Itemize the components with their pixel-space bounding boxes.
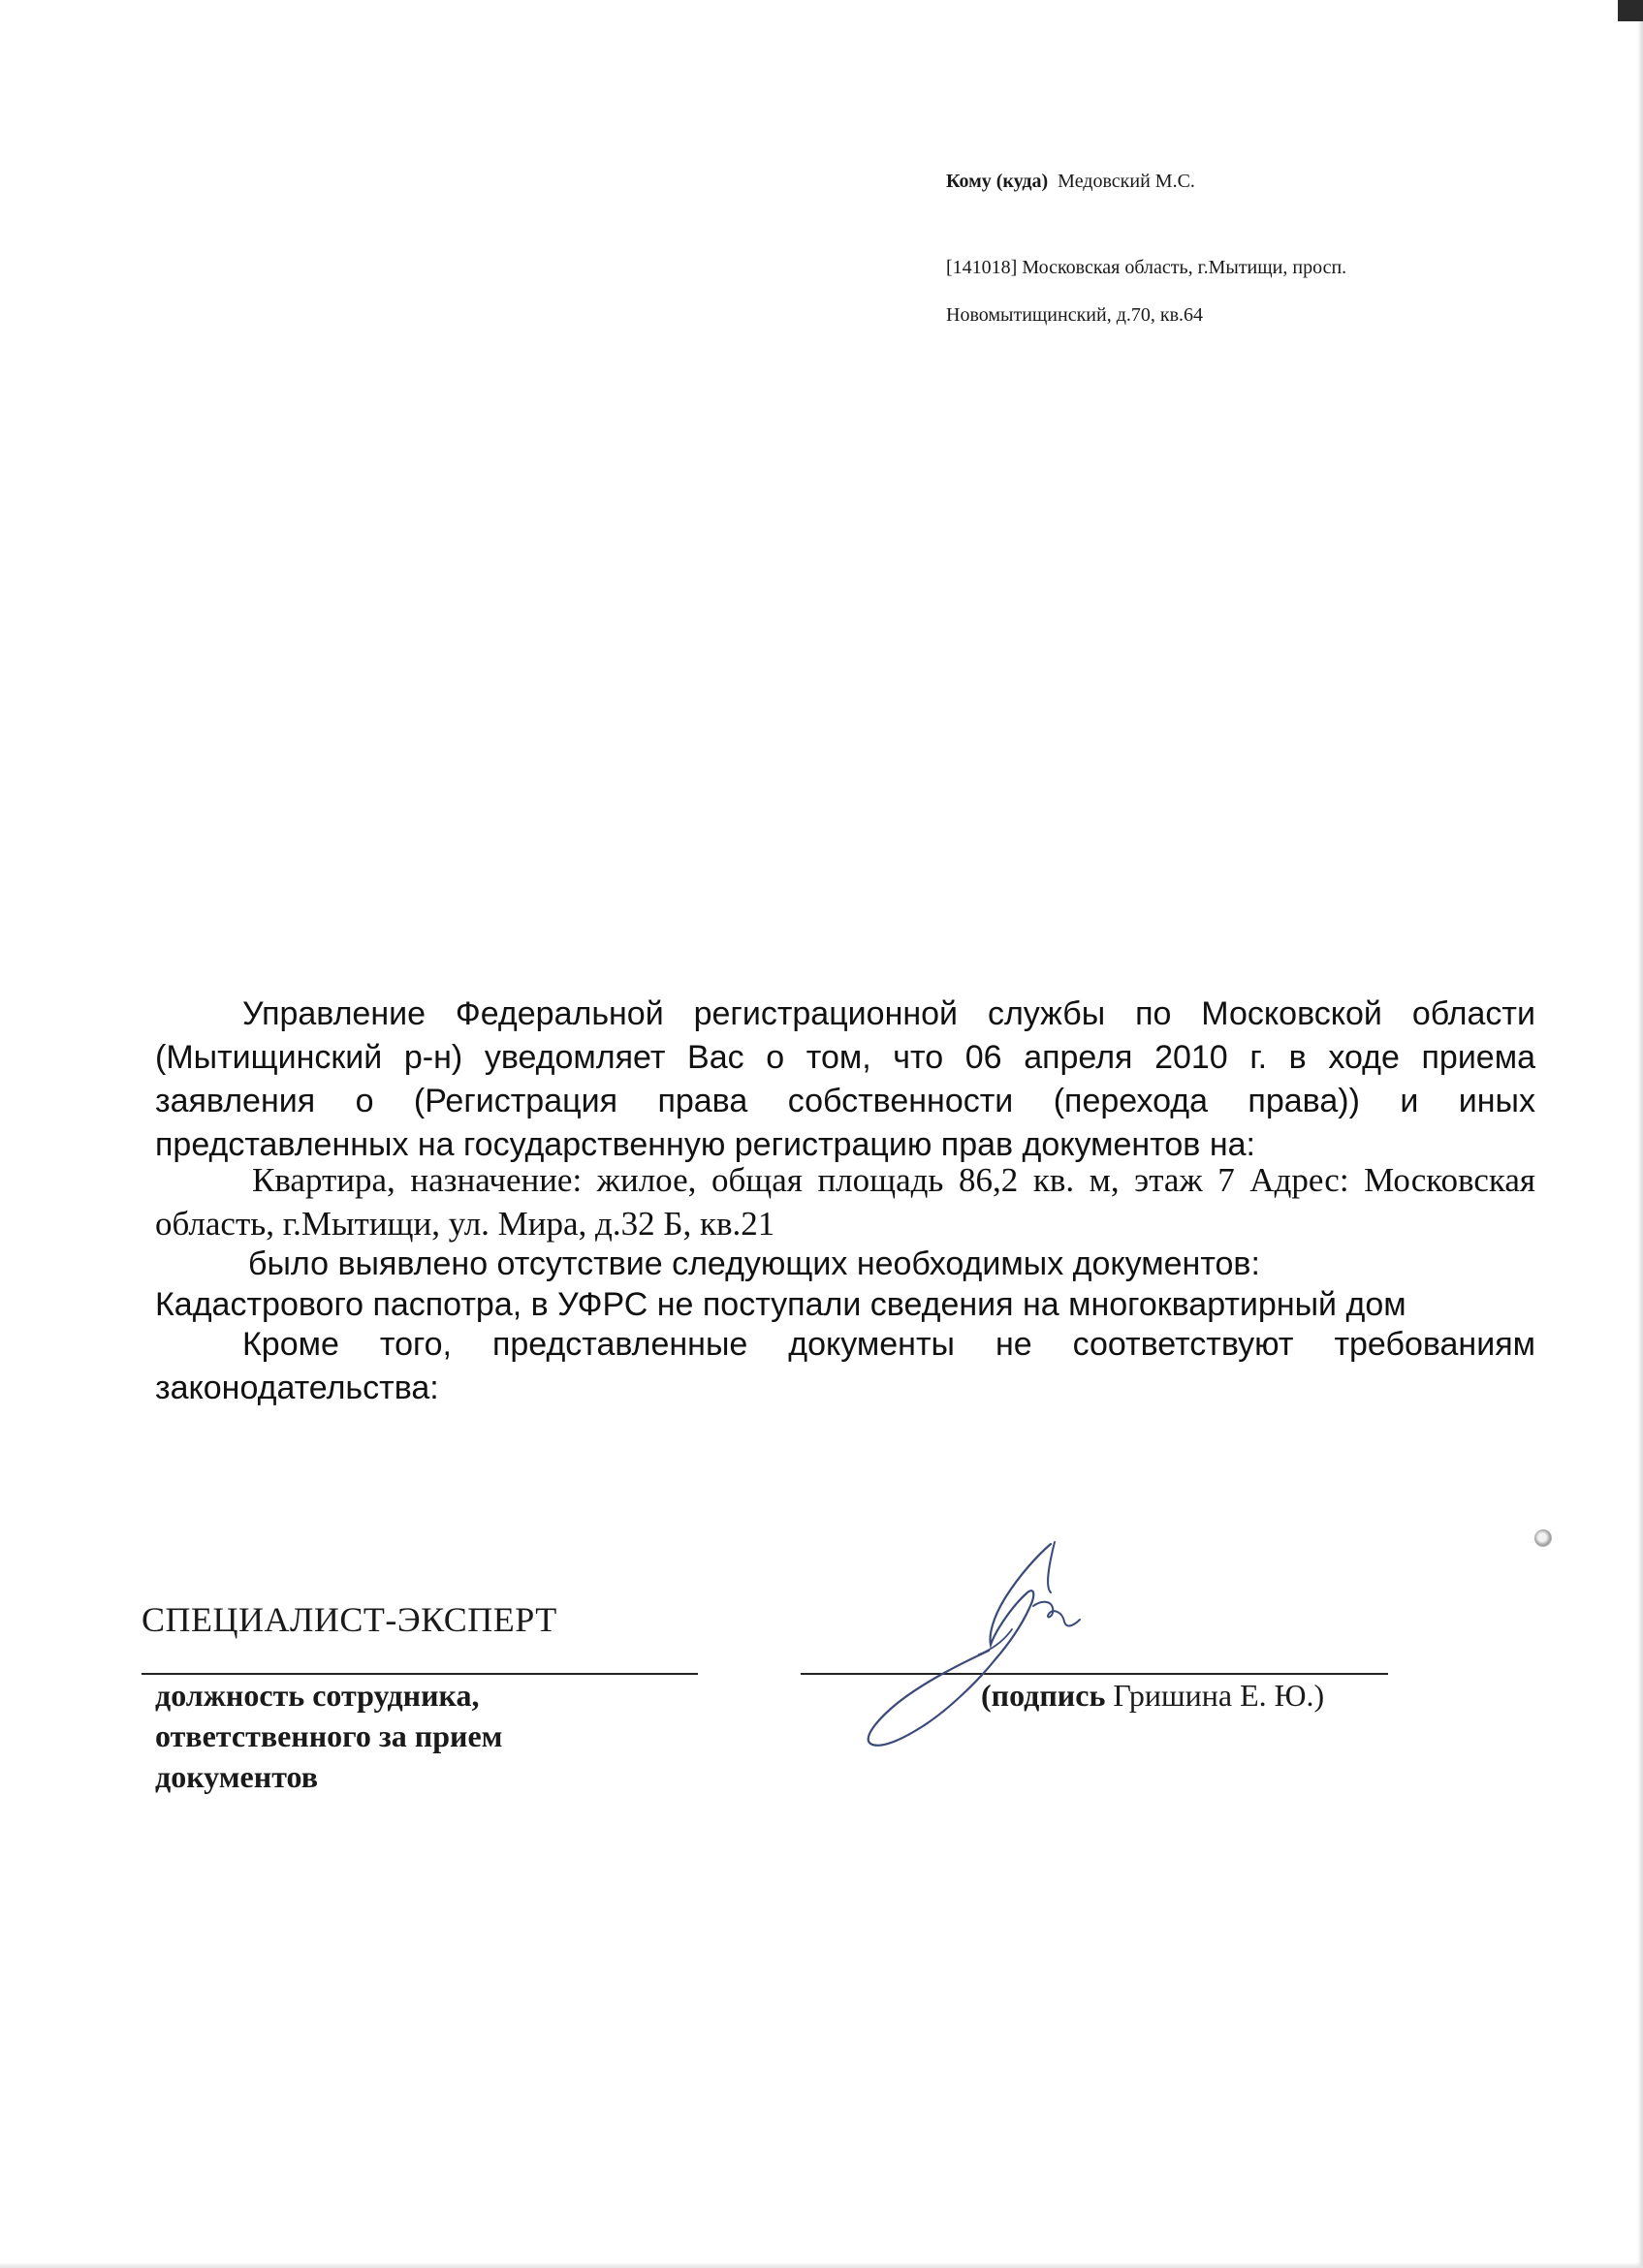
handwritten-signature	[843, 1536, 1115, 1759]
role-caption-line1: должность сотрудника,	[155, 1678, 480, 1713]
role-caption-line2: ответственного за прием	[155, 1718, 503, 1753]
scan-edge-right	[1637, 0, 1643, 2268]
recipient-address-line2: Новомытищинский, д.70, кв.64	[946, 304, 1204, 326]
role-caption	[155, 1675, 502, 1797]
additional-issues-paragraph: Кроме того, представленные документы не соответствуют требованиям законодательства:	[155, 1326, 1535, 1406]
recipient-name: Медовский М.С.	[1058, 171, 1195, 192]
recipient-line	[946, 171, 1195, 193]
scan-corner-mark	[1618, 0, 1643, 21]
role-caption-line3: документов	[155, 1759, 318, 1794]
missing-document-item: Кадастрового паспотра, в УФРС не поступали сведения на многоквартирный дом	[155, 1286, 1406, 1323]
signature-caption-label: (подпись	[981, 1678, 1106, 1713]
notice-paragraph: Управление Федеральной регистрационной службы по Московской области (Мытищинский р-н) уведомляет Вас о том, что 06 апреля 2010 г. в ходе приема заявления о (Регистрация права собственности (перехода права)) и иных представленных на государственную регистрацию прав документов на:	[155, 995, 1535, 1163]
signer-name: Гришина Е. Ю.)	[1113, 1678, 1325, 1713]
employee-role: СПЕЦИАЛИСТ-ЭКСПЕРТ	[142, 1600, 557, 1639]
scan-edge-bottom	[0, 2262, 1643, 2268]
recipient-label: Кому (куда)	[946, 171, 1049, 192]
recipient-address-line1: [141018] Московская область, г.Мытищи, просп.	[946, 257, 1347, 278]
object-description: Квартира, назначение: жилое, общая площадь 86,2 кв. м, этаж 7 Адрес: Московская область, г.Мытищи, ул. Мира, д.32 Б, кв.21	[155, 1161, 1535, 1243]
missing-documents-intro: было выявлено отсутствие следующих необходимых документов:	[248, 1245, 1260, 1282]
punch-hole-mark	[1534, 1529, 1552, 1547]
